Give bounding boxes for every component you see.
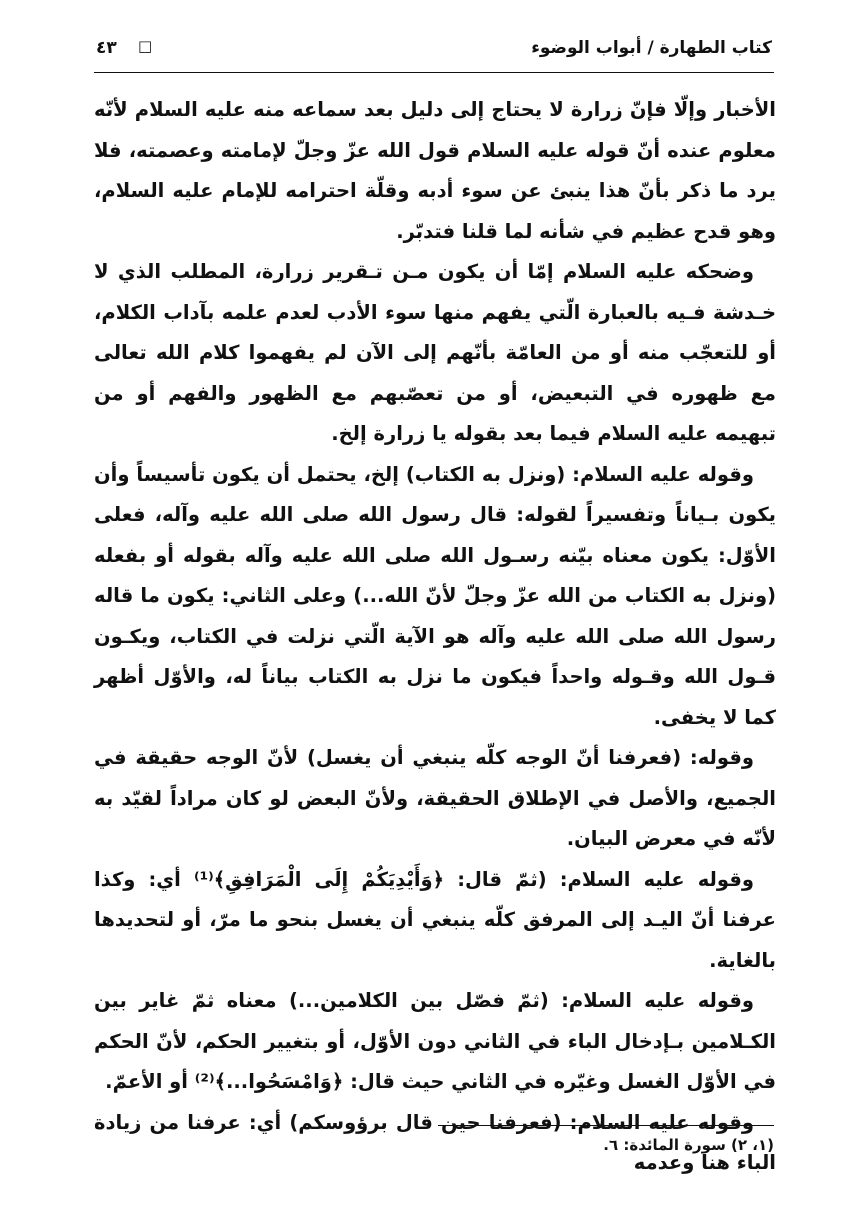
paragraph: وضحكه عليه السلام إمّا أن يكون مـن تـقرير زرارة، المطلب الذي لا خـدشة فـيه بالعبارة الّتي يفهم منها سوء الأدب لعدم علمه بآداب الكلام، أو للتعجّب منه أو من العامّة بأنّهم إلى الآن لم يفهموا كلام الله تعالى مع ظهوره في التبعيض، أو من تعصّبهم مع الظهور والفهم أو من تبهيمه عليه السلام فيما بعد بقوله يا زرارة إلخ. [94,260,776,445]
paragraph: وقوله عليه السلام: (ثمّ قال: ﴿وَأَيْدِيَكُمْ إِلَى الْمَرَافِقِ﴾⁽¹⁾ أي: وكذا عرفنا أنّ اليـد إلى المرفق كلّه ينبغي أن يغسل بنحو ما مرّ، أو لتحديدها بالغاية. [94,867,776,972]
paragraph: وقوله عليه السلام: (فعرفنا حين قال برؤوسكم) أي: عرفنا من زيادة الباء هنا وعدمه [94,1110,776,1174]
paragraph: وقوله عليه السلام: (ونزل به الكتاب) إلخ، يحتمل أن يكون تأسيساً وأن يكون بـياناً وتفسيراً لقوله: قال رسول الله صلى الله عليه وآله، فعلى الأوّل: يكون معناه بيّنه رسـول الله صلى الله عليه وآله بقوله أو بفعله (ونزل به الكتاب من الله عزّ وجلّ لأنّ الله...) وعلى الثاني: يكون ما قاله رسول الله صلى الله عليه وآله هو الآية الّتي نزلت في الكتاب، ويكـون قـول الله وقـوله واحداً فيكون ما نزل به الكتاب بياناً له، والأوّل أظهر كما لا يخفى. [94,462,776,729]
paragraph: وقوله عليه السلام: (ثمّ فصّل بين الكلامين...) معناه ثمّ غاير بين الكـلامين بـإدخال الباء في الثاني دون الأوّل، أو بتغيير الحكم، لأنّ الحكم في الأوّل الغسل وغيّره في الثاني حيث قال: ﴿وَامْسَحُوا...﴾⁽²⁾ أو الأعمّ. [94,989,776,1093]
book-section-title: كتاب الطهارة / أبواب الوضوء [531,38,772,58]
main-text [94,90,776,1184]
running-header [96,36,772,66]
footnote: (١، ٢) سورة المائدة: ٦. [603,1136,774,1154]
paragraph: الأخبار وإلّا فإنّ زرارة لا يحتاج إلى دليل بعد سماعه منه عليه السلام لأنّه معلوم عنده أنّ قوله عليه السلام قول الله عزّ وجلّ لإمامته وعصمته، فلا يرد ما ذكر بأنّ هذا ينبئ عن سوء أدبه وقلّة احترامه للإمام عليه السلام، وهو قدح عظيم في شأنه لما قلنا فتدبّر. [94,98,776,243]
footnote-divider [438,1125,774,1126]
header-divider [94,72,774,73]
square-separator-icon: □ [138,37,153,55]
page-number: ٤٣ [96,38,117,58]
paragraph: وقوله: (فعرفنا أنّ الوجه كلّه ينبغي أن يغسل) لأنّ الوجه حقيقة في الجميع، والأصل في الإطلاق الحقيقة، ولأنّ البعض لو كان مراداً لقيّد به لأنّه في معرض البيان. [94,746,776,850]
